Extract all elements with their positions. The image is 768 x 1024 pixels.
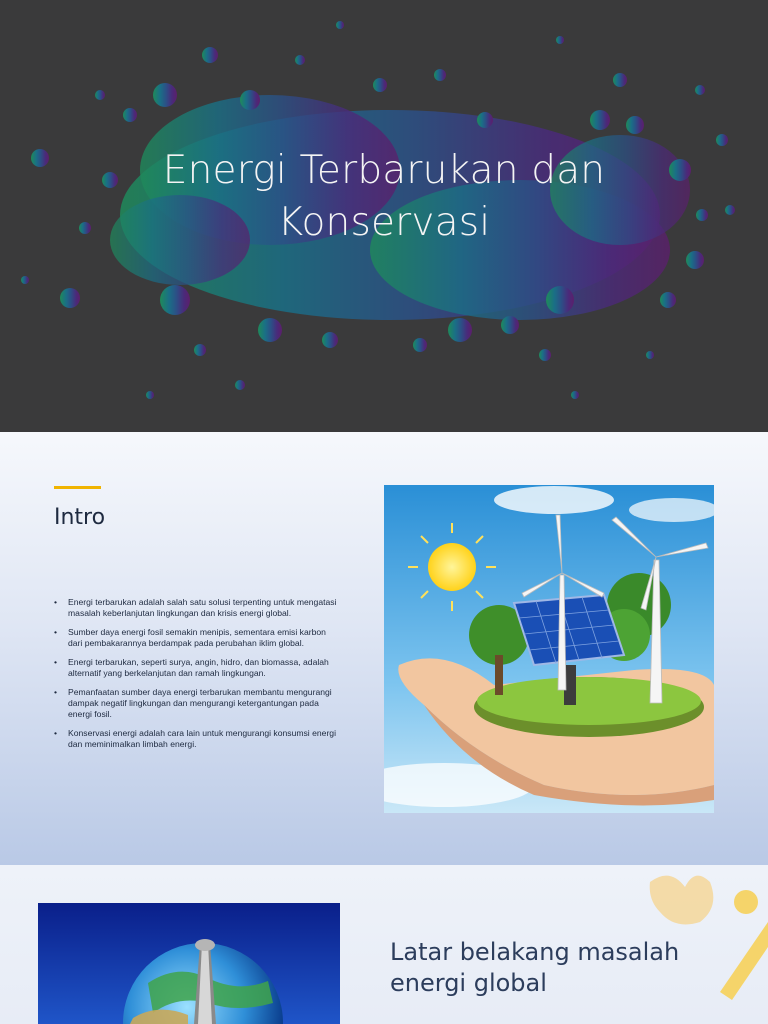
title-line-1: Energi Terbarukan dan <box>162 148 606 193</box>
list-item: • Energi terbarukan adalah salah satu solusi terpenting untuk mengatasi masalah keberlanjutan lingkungan dan krisis energi global. <box>54 597 339 619</box>
globe-image <box>38 903 340 1024</box>
list-item: • Sumber daya energi fosil semakin menipis, sementara emisi karbon dari pembakarannya berdampak pada perubahan iklim global. <box>54 627 339 649</box>
slide3-heading-line-1: Latar belakang masalah <box>390 938 680 966</box>
renewable-energy-image <box>384 485 714 813</box>
intro-bullet-list <box>54 597 339 758</box>
title-line-2: Konservasi <box>277 200 491 245</box>
heading-accent-bar <box>54 486 101 489</box>
slide3-heading-line-2: energi global <box>390 969 547 997</box>
decorative-shapes <box>640 862 768 1002</box>
title-slide <box>0 0 768 432</box>
presentation-title <box>84 145 684 249</box>
sun-icon <box>428 543 476 591</box>
list-item: • Energi terbarukan, seperti surya, angin, hidro, dan biomassa, adalah alternatif yang berkelanjutan dan ramah lingkungan. <box>54 657 339 679</box>
intro-heading: Intro <box>54 505 106 530</box>
list-item: • Konservasi energi adalah cara lain untuk mengurangi konsumsi energi dan meminimalkan limbah energi. <box>54 728 339 750</box>
list-item: • Pemanfaatan sumber daya energi terbarukan membantu mengurangi dampak negatif lingkungan dan mengurangi ketergantungan pada energi fosil. <box>54 687 339 720</box>
